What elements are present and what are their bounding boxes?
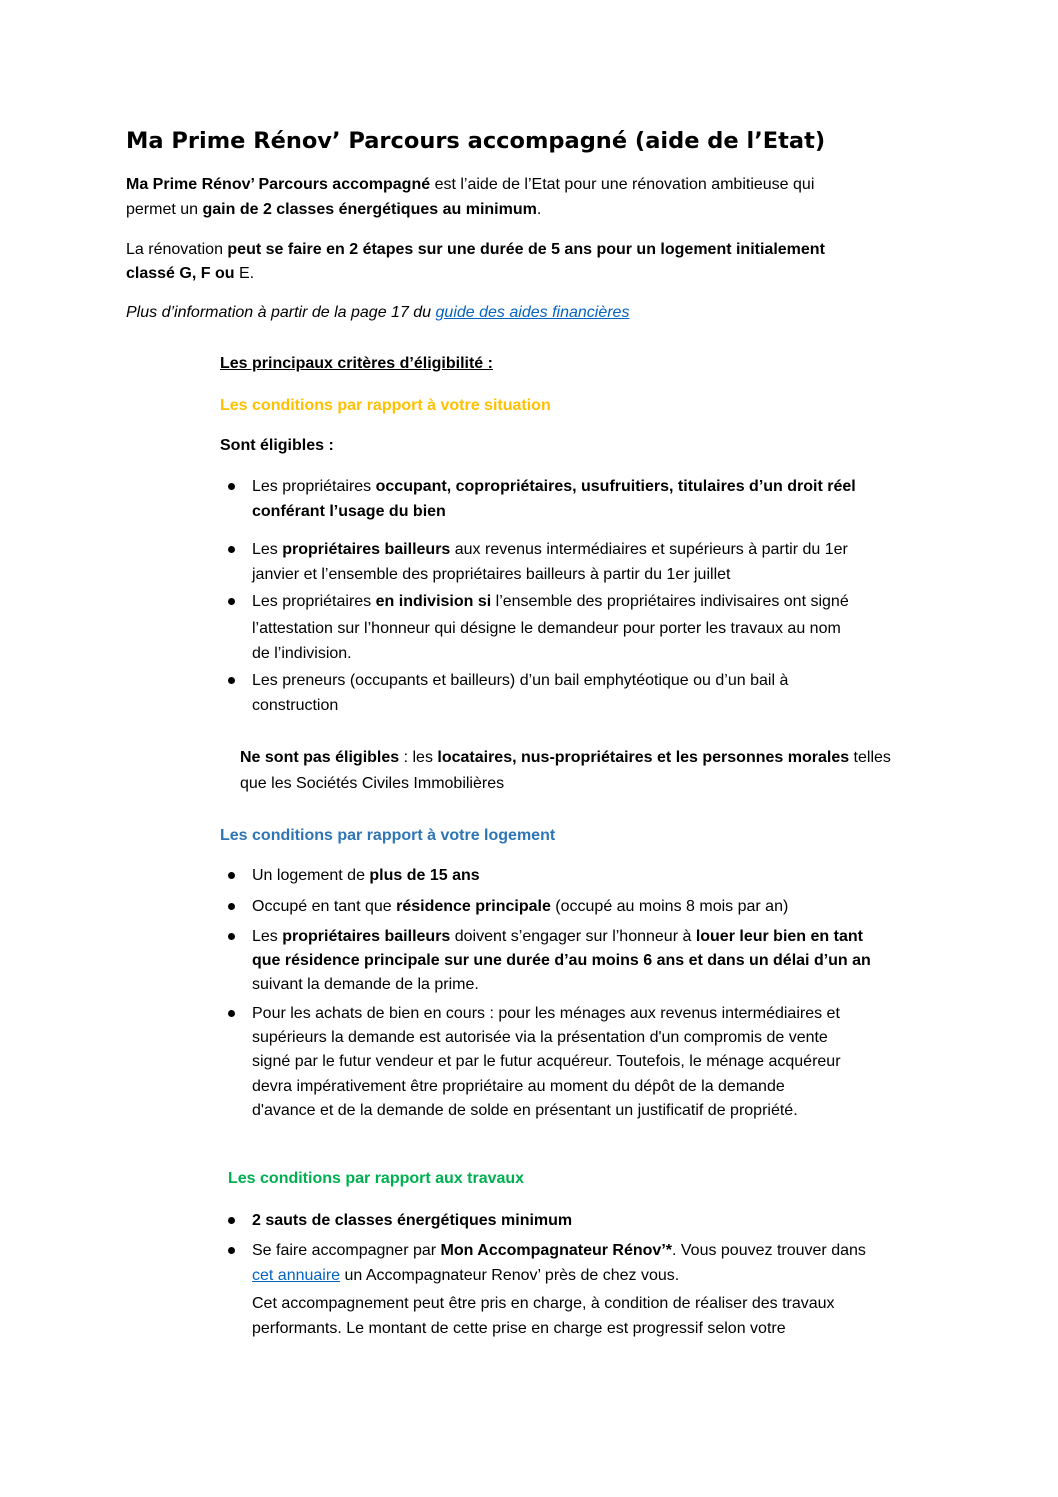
travaux-heading: Les conditions par rapport aux travaux	[228, 1170, 525, 1187]
logement-bullet-2	[252, 895, 788, 919]
bullet-text: doivent s’engager sur l’honneur à	[450, 928, 696, 945]
bullet-text: . Vous pouvez trouver dans	[671, 1242, 866, 1259]
not-eligible-label: Ne sont pas éligibles	[240, 749, 400, 766]
bullet-bold-text: louer leur bien en tant	[695, 928, 863, 945]
guide-link[interactable]: guide des aides financières	[435, 304, 630, 321]
bullet-icon	[228, 872, 235, 879]
bullet-bold-text: propriétaires bailleurs	[282, 541, 451, 558]
logement-bullet-4-line-4: devra impérativement être propriétaire au moment du dépôt de la demande	[252, 1078, 785, 1095]
intro-paragraph-1-line-1	[126, 173, 814, 197]
bullet-text: aux revenus intermédiaires et supérieurs à partir du 1er	[450, 541, 848, 558]
logement-bullet-3-line-1	[252, 925, 863, 949]
not-eligible-line-2: que les Sociétés Civiles Immobilières	[240, 775, 505, 792]
logement-bullet-4-line-3: signé par le futur vendeur et par le futur acquéreur. Toutefois, le ménage acquéreur	[252, 1053, 841, 1070]
bullet-text: Les propriétaires	[252, 478, 376, 495]
not-eligible-text: : les	[399, 749, 438, 766]
bullet-icon	[228, 1247, 235, 1254]
intro-paragraph-1-line-2	[126, 198, 541, 222]
intro-program-name: Ma Prime Rénov’ Parcours accompagné	[126, 176, 431, 193]
bullet-text: Un logement de	[252, 867, 370, 884]
intro-paragraph-2-line-2	[126, 262, 254, 286]
bullet-bold-text: occupant, copropriétaires, usufruitiers, titulaires d’un droit réel	[375, 478, 856, 495]
intro-text: La rénovation	[126, 241, 228, 258]
not-eligible-bold-text: locataires, nus-propriétaires et les personnes morales	[437, 749, 850, 766]
not-eligible-line-1	[240, 746, 891, 770]
page-title: Ma Prime Rénov’ Parcours accompagné (aide de l’Etat)	[126, 128, 826, 154]
logement-bullet-1	[252, 864, 480, 888]
travaux-bullet-2-line-1	[252, 1239, 866, 1263]
situation-bullet-3-line-3: de l’indivision.	[252, 645, 352, 662]
travaux-bullet-2-line-4: performants. Le montant de cette prise en charge est progressif selon votre	[252, 1320, 786, 1337]
intro-text: permet un	[126, 201, 203, 218]
eligible-label: Sont éligibles :	[220, 437, 334, 454]
annuaire-link[interactable]: cet annuaire	[252, 1267, 341, 1284]
bullet-icon	[228, 546, 235, 553]
bullet-icon	[228, 1217, 235, 1224]
bullet-icon	[228, 903, 235, 910]
bullet-text: (occupé au moins 8 mois par an)	[550, 898, 789, 915]
bullet-bold-text: plus de 15 ans	[369, 867, 480, 884]
bullet-icon	[228, 1010, 235, 1017]
bullet-icon	[228, 677, 235, 684]
bullet-bold-text: en indivision si	[375, 593, 492, 610]
intro-text: est l’aide de l’Etat pour une rénovation ambitieuse qui	[430, 176, 815, 193]
situation-bullet-2-line-2: janvier et l’ensemble des propriétaires bailleurs à partir du 1er juillet	[252, 566, 731, 583]
logement-bullet-4-line-2: supérieurs la demande est autorisée via la présentation d'un compromis de vente	[252, 1029, 828, 1046]
bullet-icon	[228, 933, 235, 940]
bullet-icon	[228, 598, 235, 605]
situation-bullet-3-line-2: l’attestation sur l’honneur qui désigne le demandeur pour porter les travaux au nom	[252, 620, 841, 637]
situation-heading: Les conditions par rapport à votre situation	[220, 397, 551, 414]
bullet-icon	[228, 483, 235, 490]
bullet-bold-text: Mon Accompagnateur Rénov’*	[440, 1242, 672, 1259]
situation-bullet-2-line-1	[252, 538, 848, 562]
bullet-text: Occupé en tant que	[252, 898, 397, 915]
logement-bullet-3-line-3: suivant la demande de la prime.	[252, 976, 479, 993]
situation-bullet-4-line-2: construction	[252, 697, 339, 714]
travaux-bullet-2-line-2	[252, 1264, 679, 1288]
bullet-text: l’ensemble des propriétaires indivisaires ont signé	[491, 593, 849, 610]
intro-more-info: Plus d’information à partir de la page 17 du	[126, 304, 436, 321]
bullet-bold-text: résidence principale	[396, 898, 551, 915]
situation-bullet-1-line-2: conférant l’usage du bien	[252, 503, 446, 520]
intro-gain-text: gain de 2 classes énergétiques au minimum	[202, 201, 537, 218]
bullet-text: Les	[252, 541, 283, 558]
logement-bullet-4-line-1: Pour les achats de bien en cours : pour les ménages aux revenus intermédiaires et	[252, 1005, 840, 1022]
intro-paragraph-2-line-1	[126, 238, 825, 262]
logement-heading: Les conditions par rapport à votre logement	[220, 827, 556, 844]
travaux-bullet-1: 2 sauts de classes énergétiques minimum	[252, 1212, 573, 1229]
logement-bullet-3-line-2: que résidence principale sur une durée d’au moins 6 ans et dans un délai d’un an	[252, 952, 871, 969]
bullet-text: Les propriétaires	[252, 593, 376, 610]
bullet-text: un Accompagnateur Renov’ près de chez vous.	[340, 1267, 680, 1284]
bullet-bold-text: propriétaires bailleurs	[282, 928, 451, 945]
intro-paragraph-3	[126, 301, 629, 325]
intro-text: .	[536, 201, 542, 218]
not-eligible-text: telles	[849, 749, 891, 766]
criteria-title: Les principaux critères d’éligibilité :	[220, 355, 493, 372]
intro-text: E.	[238, 265, 255, 282]
bullet-text: Se faire accompagner par	[252, 1242, 441, 1259]
logement-bullet-4-line-5: d'avance et de la demande de solde en présentant un justificatif de propriété.	[252, 1102, 798, 1119]
situation-bullet-1-line-1	[252, 475, 856, 499]
intro-steps-text: peut se faire en 2 étapes sur une durée de 5 ans pour un logement initialement	[227, 241, 825, 258]
situation-bullet-3-line-1	[252, 590, 849, 614]
intro-classes-text: classé G, F ou	[126, 265, 239, 282]
bullet-text: Les	[252, 928, 283, 945]
situation-bullet-4-line-1: Les preneurs (occupants et bailleurs) d’un bail emphytéotique ou d’un bail à	[252, 672, 789, 689]
travaux-bullet-2-line-3: Cet accompagnement peut être pris en charge, à condition de réaliser des travaux	[252, 1295, 835, 1312]
